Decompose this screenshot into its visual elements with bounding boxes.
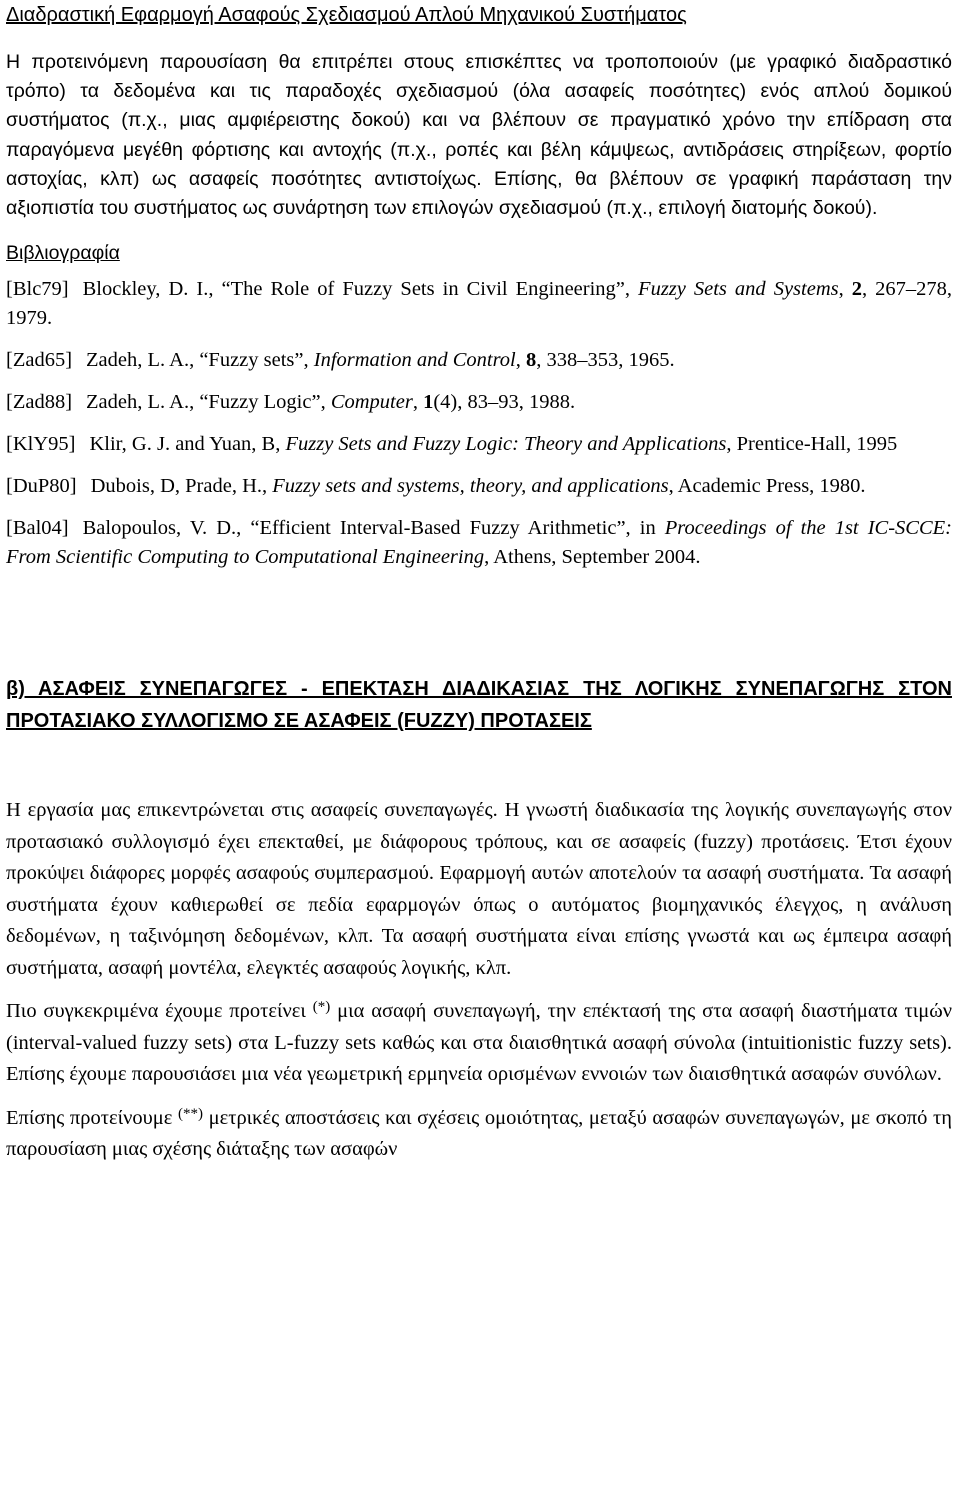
paragraph-text: Πιο συγκεκριμένα έχουμε προτείνει bbox=[6, 1000, 313, 1023]
reference-separator: , bbox=[838, 278, 852, 301]
reference-dup80 bbox=[6, 472, 952, 501]
reference-separator: , bbox=[515, 349, 526, 372]
reference-tail: , Athens, September 2004. bbox=[484, 546, 701, 569]
reference-book: Proceedings of the 1st IC-SCCE: From Scientific Computing to Computational Engineering bbox=[6, 517, 952, 569]
reference-label: [Zad88] bbox=[6, 391, 73, 414]
section-heading: β) ΑΣΑΦΕΙΣ ΣΥΝΕΠΑΓΩΓΕΣ - ΕΠΕΚΤΑΣΗ ΔΙΑΔΙΚΑΣΙΑΣ ΤΗΣ ΛΟΓΙΚΗΣ ΣΥΝΕΠΑΓΩΓΗΣ ΣΤΟΝ ΠΡΟΤΑΣΙΑΚΟ ΣΥΛΛΟΓΙΣΜΟ ΣΕ ΑΣΑΦΕΙΣ (FUZZY) ΠΡΟΤΑΣΕΙΣ bbox=[6, 678, 952, 733]
reference-tail: (4), 83–93, 1988. bbox=[433, 391, 576, 414]
reference-title: “Efficient Interval-Based Fuzzy Arithmetic”, in bbox=[250, 517, 665, 540]
body-paragraph-1: Η εργασία μας επικεντρώνεται στις ασαφείς συνεπαγωγές. Η γνωστή διαδικασία της λογικής συνεπαγωγής στον προτασιακό συλλογισμό έχει επεκταθεί, με διάφορους τρόπους, και σε ασαφείς (fuzzy) προτάσεις. Έτσι έχουν προκύψει διάφορες μορφές ασαφούς συμπερασμού. Εφαρμογή αυτών αποτελούν τα ασαφή συστήματα. Τα ασαφή συστήματα έχουν καθιερωθεί σε πεδία εφαρμογών όπως ο αυτόματος βιομηχανικός έλεγχος, η ανάλυση δεδομένων, η ταξινόμηση δεδομένων, κλπ. Τα ασαφή συστήματα είναι επίσης γνωστά και ως έμπειρα ασαφή συστήματα, ασαφή μοντέλα, ελεγκτές ασαφούς λογικής, κλπ. bbox=[6, 799, 952, 979]
reference-label: [KlY95] bbox=[6, 433, 76, 456]
reference-authors: Klir, G. J. and Yuan, B, bbox=[89, 433, 286, 456]
reference-tail: , Academic Press, 1980. bbox=[668, 475, 866, 498]
bibliography-heading: Βιβλιογραφία bbox=[6, 242, 120, 265]
reference-title: “Fuzzy sets”, bbox=[199, 349, 314, 372]
reference-kly95 bbox=[6, 430, 952, 459]
reference-authors: Zadeh, L. A., bbox=[86, 391, 200, 414]
paragraph-text: μια ασαφή συνεπαγωγή, την επέκτασή της στα ασαφή διαστήματα τιμών (interval-valued fuzzy sets) στα L-fuzzy sets καθώς και στα διαισθητικά ασαφή σύνολα (intuitionistic fuzzy sets). Επίσης έχουμε παρουσιάσει μια νέα γεωμετρική ερμηνεία ορισμένων εννοιών των διαισθητικά ασαφών συνόλων. bbox=[6, 1000, 952, 1086]
reference-zad65 bbox=[6, 346, 952, 375]
reference-journal: Information and Control bbox=[313, 349, 516, 372]
reference-label: [DuP80] bbox=[6, 475, 77, 498]
paragraph-text: μετρικές αποστάσεις και σχέσεις ομοιότητας, μεταξύ ασαφών συνεπαγωγών, με σκοπό τη παρουσίαση μιας σχέσης διάταξης των ασαφών bbox=[6, 1106, 952, 1161]
reference-title: “The Role of Fuzzy Sets in Civil Engineering”, bbox=[221, 278, 639, 301]
reference-zad88 bbox=[6, 388, 952, 417]
reference-separator: , bbox=[412, 391, 424, 414]
document-title: Διαδραστική Εφαρμογή Ασαφούς Σχεδιασμού Απλού Μηχανικού Συστήματος bbox=[6, 4, 687, 26]
reference-book: Fuzzy Sets and Fuzzy Logic: Theory and Applications bbox=[285, 433, 727, 456]
reference-authors: Dubois, D, Prade, H., bbox=[90, 475, 273, 498]
reference-volume: 1 bbox=[423, 391, 434, 414]
reference-journal: Computer bbox=[330, 391, 413, 414]
paragraph-text: Επίσης προτείνουμε bbox=[6, 1106, 178, 1129]
reference-book: Fuzzy sets and systems, theory, and applications bbox=[272, 475, 669, 498]
reference-authors: Blockley, D. I., bbox=[82, 278, 222, 301]
reference-volume: 2 bbox=[851, 278, 863, 301]
reference-tail: , Prentice-Hall, 1995 bbox=[726, 433, 898, 456]
reference-tail: , 267–278, 1979. bbox=[6, 278, 953, 330]
reference-label: [Zad65] bbox=[6, 349, 73, 372]
footnote-marker: (*) bbox=[312, 999, 331, 1016]
reference-volume: 8 bbox=[525, 349, 537, 372]
body-paragraph-2 bbox=[6, 996, 952, 1091]
intro-paragraph: Η προτεινόμενη παρουσίαση θα επιτρέπει στους επισκέπτες να τροποποιούν (με γραφικό διαδραστικό τρόπο) τα δεδομένα και τις παραδοχές σχεδιασμού (όλα ασαφείς ποσότητες) ενός απλού δομικού συστήματος (π.χ., μιας αμφιέρειστης δοκού) και να βλέπουν σε πραγματικό χρόνο την επίδραση στα παραγόμενα μεγέθη φόρτισης και αντοχής (π.χ., ροπές και βέλη κάμψεως, αντιδράσεις στηρίξεων, φορτίο αστοχίας, κλπ) ως ασαφείς ποσότητες αντιστοίχως. Επίσης, θα βλέπουν σε γραφική παράσταση την αξιοπιστία του συστήματος ως συνάρτηση των επιλογών σχεδιασμού (π.χ., επιλογή διατομής δοκού). bbox=[6, 51, 952, 220]
reference-title: “Fuzzy Logic”, bbox=[199, 391, 331, 414]
reference-journal: Fuzzy Sets and Systems bbox=[638, 278, 839, 301]
reference-label: [Blc79] bbox=[6, 278, 69, 301]
reference-label: [Bal04] bbox=[6, 517, 69, 540]
reference-bal04 bbox=[6, 514, 952, 572]
reference-tail: , 338–353, 1965. bbox=[536, 349, 675, 372]
reference-authors: Balopoulos, V. D., bbox=[82, 517, 251, 540]
footnote-marker: (**) bbox=[177, 1105, 203, 1122]
body-paragraph-3 bbox=[6, 1103, 952, 1166]
reference-authors: Zadeh, L. A., bbox=[86, 349, 200, 372]
reference-blc79 bbox=[6, 275, 952, 333]
